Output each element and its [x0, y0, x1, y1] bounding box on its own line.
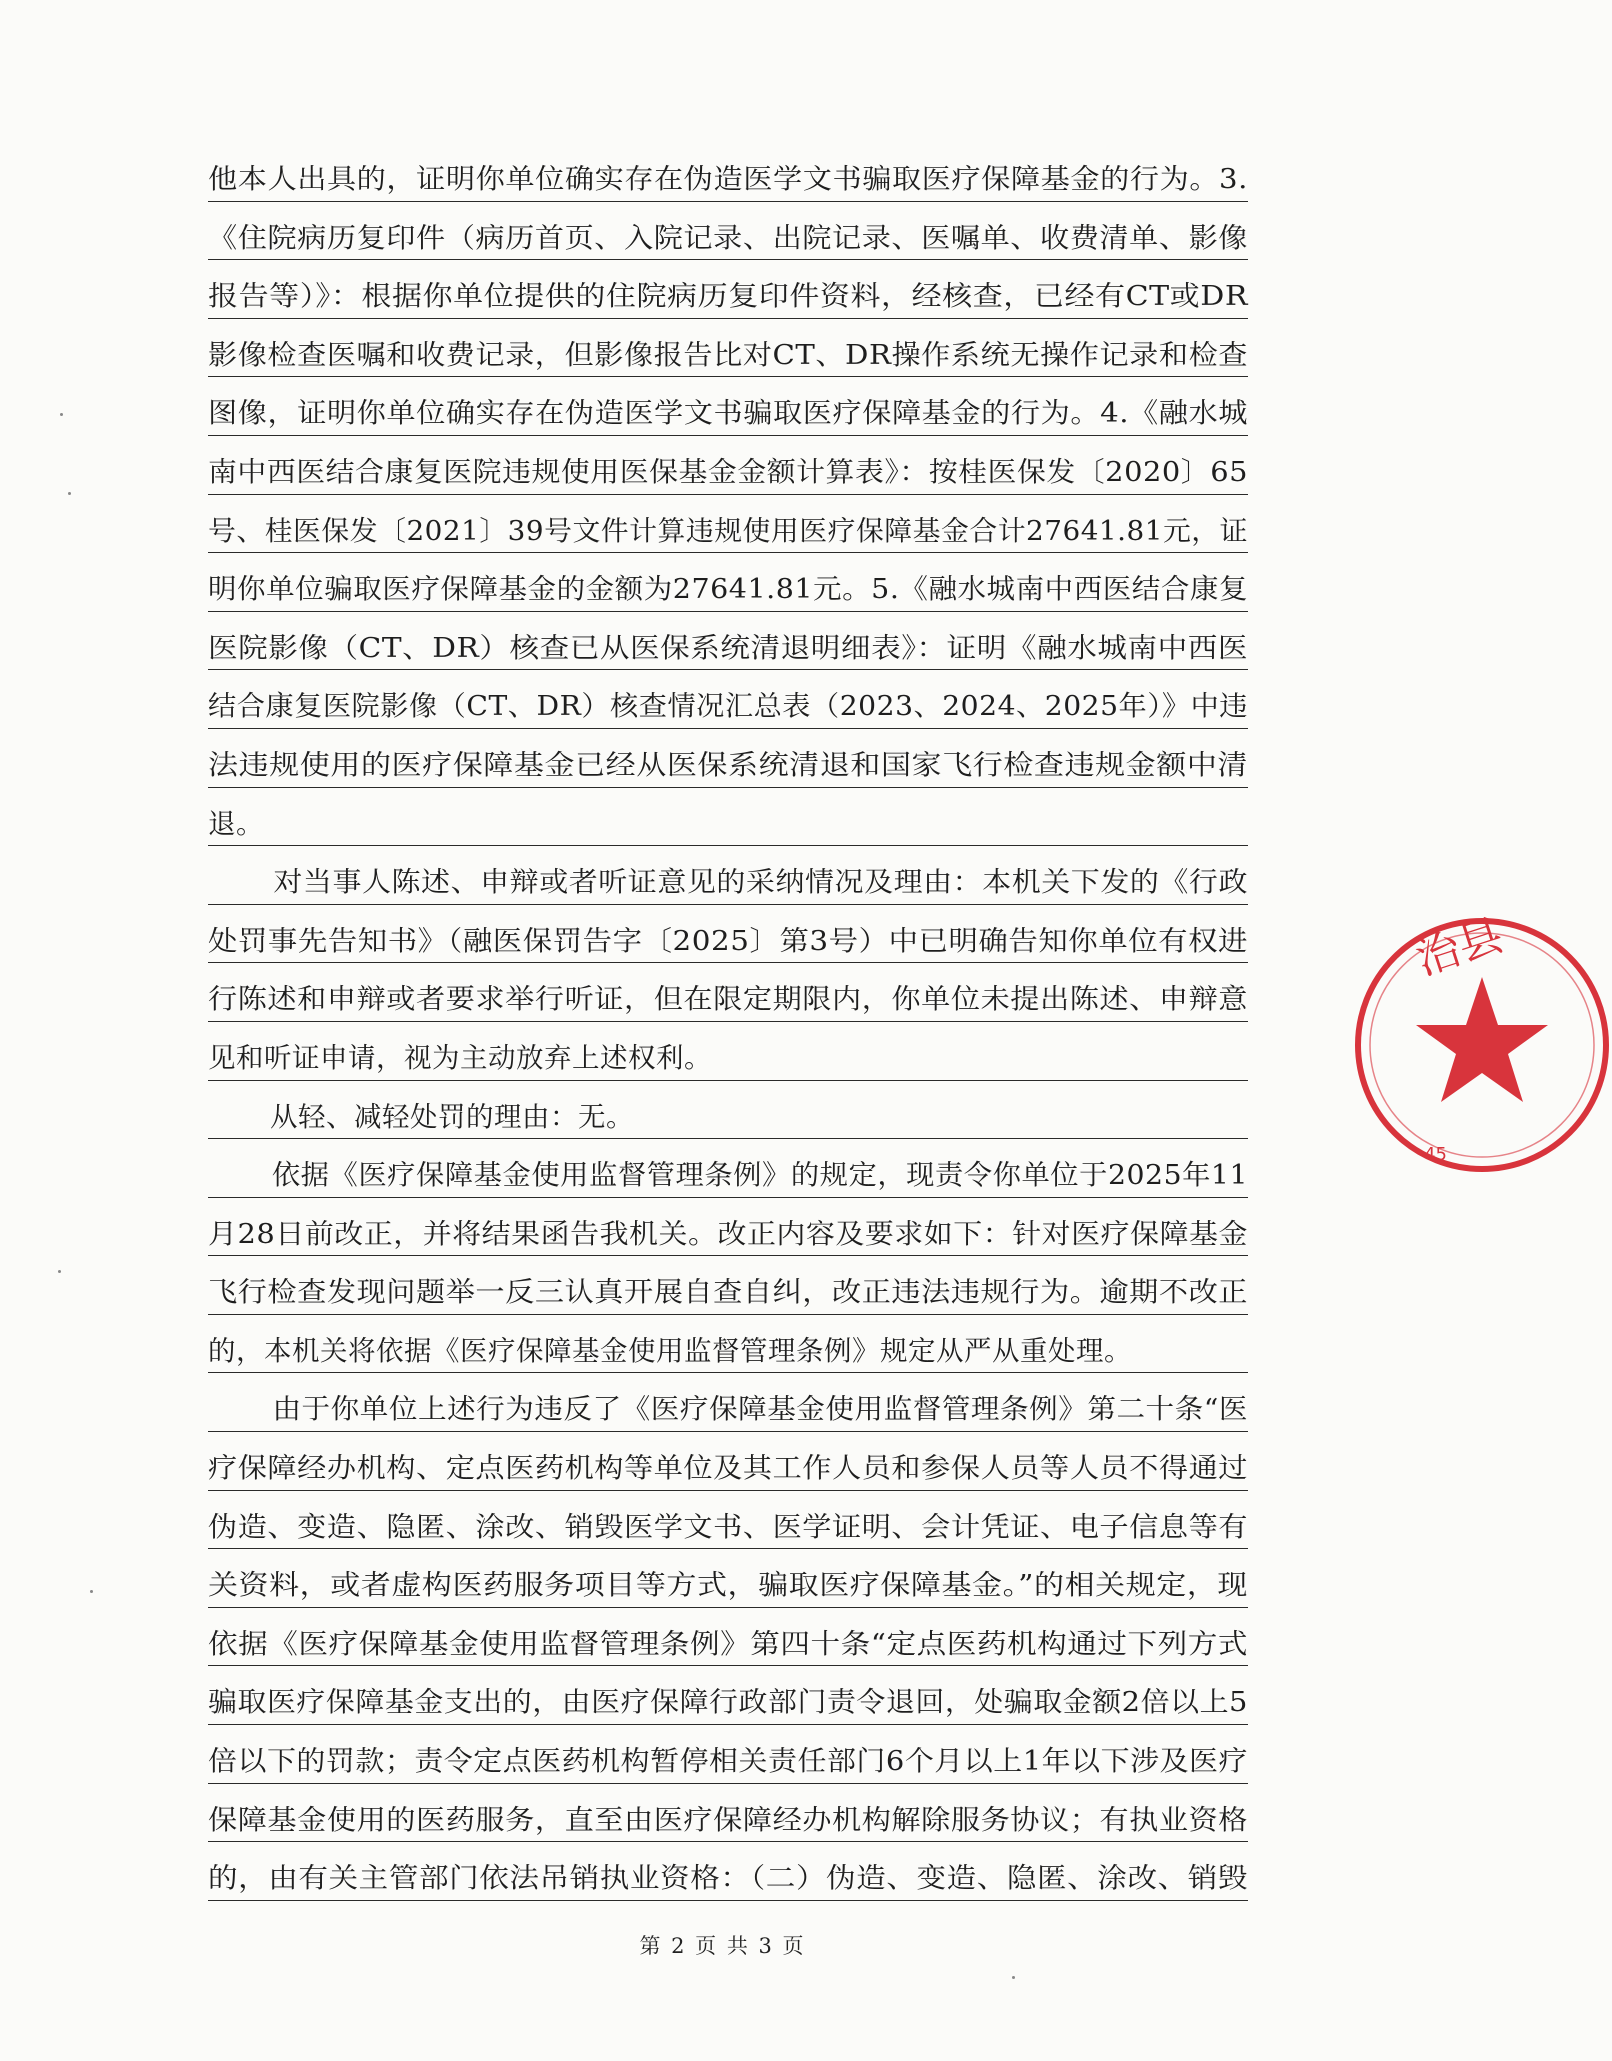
text-line-content: 倍以下的罚款；责令定点医药机构暂停相关责任部门6个月以上1年以下涉及医疗: [208, 1745, 1248, 1778]
text-line: [208, 502, 1248, 561]
text-line: [208, 267, 1248, 326]
text-line-content: 号、桂医保发〔2021〕39号文件计算违规使用医疗保障基金合计27641.81元，证: [208, 514, 1248, 547]
text-line: [208, 1732, 1248, 1791]
text-line-content: 图像，证明你单位确实存在伪造医学文书骗取医疗保障基金的行为。4.《融水城: [208, 397, 1248, 430]
text-line-content: 飞行检查发现问题举一反三认真开展自查自纠，改正违法违规行为。逾期不改正: [208, 1276, 1248, 1309]
text-line-content: 疗保障经办机构、定点医药机构等单位及其工作人员和参保人员等人员不得通过: [208, 1452, 1248, 1485]
text-line-content: 保障基金使用的医药服务，直至由医疗保障经办机构解除服务协议；有执业资格: [208, 1803, 1248, 1836]
text-line-content: 从轻、减轻处罚的理由：无。: [270, 1100, 634, 1133]
text-line-content: 影像检查医嘱和收费记录，但影像报告比对CT、DR操作系统无操作记录和检查: [208, 338, 1248, 371]
text-line-content: 月28日前改正，并将结果函告我机关。改正内容及要求如下：针对医疗保障基金: [208, 1217, 1248, 1250]
official-seal: [1352, 909, 1612, 1175]
text-line-content: 医院影像（CT、DR）核查已从医保系统清退明细表》：证明《融水城南中西医: [208, 631, 1248, 664]
text-line-content: 依据《医疗保障基金使用监督管理条例》的规定，现责令你单位于2025年11: [271, 1159, 1249, 1192]
text-line-content: 行陈述和申辩或者要求举行听证，但在限定期限内，你单位未提出陈述、申辩意: [208, 983, 1248, 1016]
text-line-content: 法违规使用的医疗保障基金已经从医保系统清退和国家飞行检查违规金额中清: [208, 748, 1248, 781]
text-line-content: 伪造、变造、隐匿、涂改、销毁医学文书、医学证明、会计凭证、电子信息等有: [208, 1510, 1248, 1543]
text-line: [208, 736, 1248, 795]
text-line: [208, 1849, 1248, 1908]
text-line-content: 由于你单位上述行为违反了《医疗保障基金使用监督管理条例》第二十条“医: [272, 1393, 1249, 1426]
seal-code: 45: [1424, 1144, 1447, 1165]
text-line-content: 南中西医结合康复医院违规使用医保基金金额计算表》：按桂医保发〔2020〕65: [208, 455, 1248, 488]
text-line-content: 报告等）》：根据你单位提供的住院病历复印件资料，经核查，已经有CT或DR: [208, 280, 1248, 313]
seal-star: [1416, 977, 1548, 1102]
text-line: [208, 1439, 1248, 1498]
page-number: 第 2 页 共 3 页: [639, 1934, 806, 1958]
text-line: [208, 1615, 1248, 1674]
text-line-content: 的，本机关将依据《医疗保障基金使用监督管理条例》规定从严从重处理。: [208, 1334, 1132, 1367]
text-line-content: 结合康复医院影像（CT、DR）核查情况汇总表（2023、2024、2025年）》中违: [208, 690, 1248, 723]
text-line: [208, 1029, 1248, 1088]
text-line-content: 的，由有关主管部门依法吊销执业资格：（二）伪造、变造、隐匿、涂改、销毁: [208, 1862, 1248, 1895]
text-line: [208, 1088, 1248, 1147]
text-line-content: 依据《医疗保障基金使用监督管理条例》第四十条“定点医药机构通过下列方式: [208, 1627, 1248, 1660]
text-line: [208, 1322, 1248, 1381]
text-line-content: 见和听证申请，视为主动放弃上述权利。: [208, 1041, 712, 1074]
text-line: [208, 150, 1248, 209]
text-line: [208, 1146, 1248, 1205]
text-line: [208, 1673, 1248, 1732]
text-line: [208, 560, 1248, 619]
text-line-content: 骗取医疗保障基金支出的，由医疗保障行政部门责令退回，处骗取金额2倍以上5: [208, 1686, 1248, 1719]
text-line-content: 关资料，或者虚构医药服务项目等方式，骗取医疗保障基金。”的相关规定，现: [208, 1569, 1248, 1602]
text-line: [208, 1498, 1248, 1557]
text-line-content: 他本人出具的，证明你单位确实存在伪造医学文书骗取医疗保障基金的行为。3.: [208, 163, 1248, 195]
text-line: [208, 619, 1248, 678]
text-line-content: 对当事人陈述、申辩或者听证意见的采纳情况及理由：本机关下发的《行政: [273, 866, 1249, 899]
text-line: [208, 853, 1248, 912]
text-line: [208, 677, 1248, 736]
text-line-content: 《住院病历复印件（病历首页、入院记录、出院记录、医嘱单、收费清单、影像: [208, 221, 1248, 254]
text-line-content: 处罚事先告知书》（融医保罚告字〔2025〕第3号）中已明确告知你单位有权进: [208, 924, 1248, 957]
document-body: [208, 150, 1248, 1908]
text-line: [208, 209, 1248, 268]
text-line: [208, 1263, 1248, 1322]
text-line-content: 退。: [208, 807, 264, 840]
text-line: [208, 795, 1248, 854]
seal-text: 治县: [1409, 909, 1510, 986]
text-line: [208, 912, 1248, 971]
text-line: [208, 1556, 1248, 1615]
text-line: [208, 443, 1248, 502]
text-line: [208, 384, 1248, 443]
text-line: [208, 970, 1248, 1029]
text-line: [208, 1791, 1248, 1850]
text-line-content: 明你单位骗取医疗保障基金的金额为27641.81元。5.《融水城南中西医结合康复: [208, 573, 1248, 606]
text-line: [208, 326, 1248, 385]
text-line: [208, 1205, 1248, 1264]
text-line: [208, 1380, 1248, 1439]
